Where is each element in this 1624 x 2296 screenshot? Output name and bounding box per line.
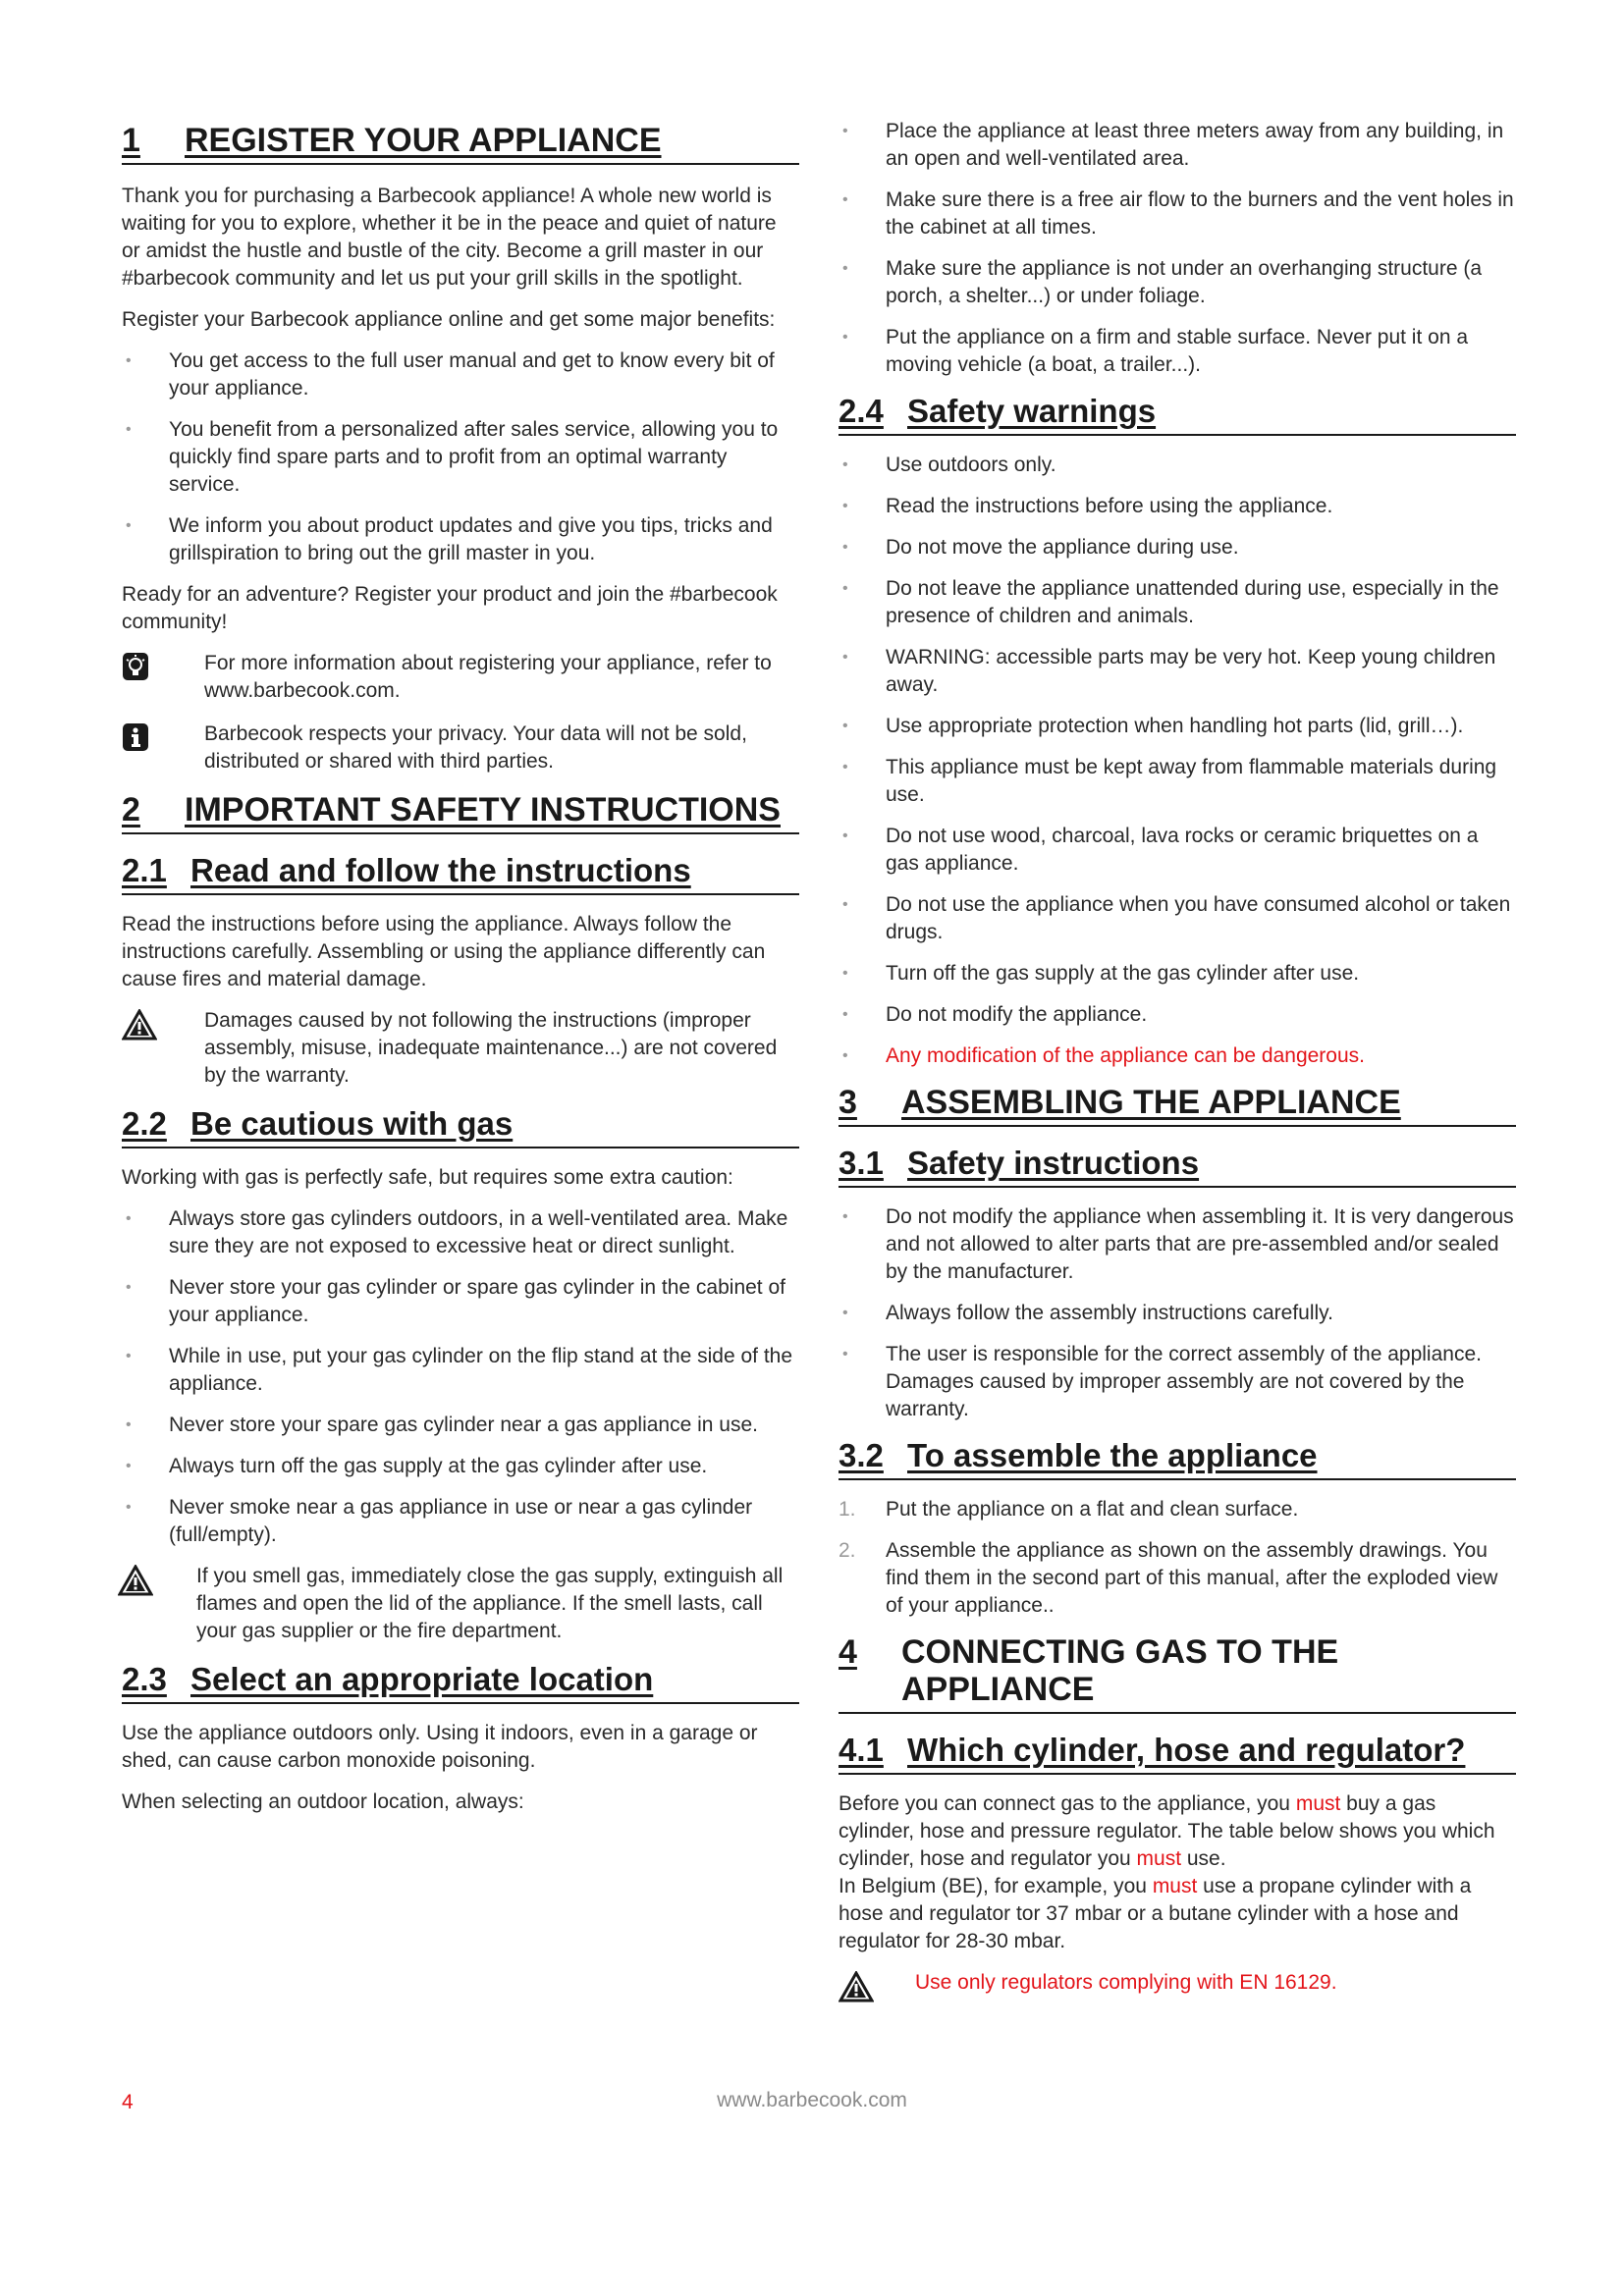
list-item: • Never store your gas cylinder or spare gas cylinder in the cabinet of your appliance. bbox=[122, 1274, 799, 1329]
list-item: • While in use, put your gas cylinder on the flip stand at the side of the appliance. bbox=[122, 1343, 799, 1398]
section-number: 2.3 bbox=[122, 1661, 167, 1697]
list-item: • Put the appliance on a firm and stable surface. Never put it on a moving vehicle (a boat, a trailer...). bbox=[839, 324, 1516, 379]
list-item: • We inform you about product updates and give you tips, tricks and grillspiration to bring out the grill master in you. bbox=[122, 512, 799, 567]
step-text: Assemble the appliance as shown on the assembly drawings. You find them in the second part of this manual, after the exploded view of your appliance.. bbox=[886, 1539, 1498, 1617]
section-title-line: APPLIANCE bbox=[901, 1671, 1095, 1708]
text-run: use a propane cylinder with a hose and regulator tor 37 mbar or a butane cylinder with a hose and regulator for 28-30 mbar. bbox=[839, 1875, 1472, 1952]
section-number: 2 bbox=[122, 791, 140, 828]
warning-icon bbox=[118, 1563, 196, 1601]
warning-note bbox=[122, 1007, 799, 1090]
list-item: • Always turn off the gas supply at the gas cylinder after use. bbox=[122, 1453, 799, 1480]
section-number: 2.4 bbox=[839, 393, 884, 429]
emphasis: must bbox=[1136, 1847, 1182, 1870]
section-4-heading bbox=[839, 1633, 1516, 1714]
list-item: • Do not move the appliance during use. bbox=[839, 534, 1516, 561]
list-item: • Do not use the appliance when you have consumed alcohol or taken drugs. bbox=[839, 891, 1516, 946]
info-icon bbox=[122, 721, 204, 757]
list-item-warning: • Any modification of the appliance can be dangerous. bbox=[839, 1042, 1516, 1070]
text-run: In Belgium (BE), for example, you bbox=[839, 1875, 1153, 1897]
step-item bbox=[839, 1537, 1516, 1620]
list-item: • Do not modify the appliance when assembling it. It is very dangerous and not allowed to alter parts that are pre-assembled and/or sealed by the manufacturer. bbox=[839, 1203, 1516, 1286]
warning-note bbox=[118, 1563, 799, 1645]
section-2-heading bbox=[122, 791, 799, 834]
list-item: • You get access to the full user manual and get to know every bit of your appliance. bbox=[122, 347, 799, 402]
list-item: • Read the instructions before using the appliance. bbox=[839, 493, 1516, 520]
section-3-heading bbox=[839, 1084, 1516, 1127]
location-list bbox=[839, 118, 1516, 379]
safety-warnings-list bbox=[839, 452, 1516, 1070]
warning-icon bbox=[122, 1007, 204, 1045]
section-title: Be cautious with gas bbox=[190, 1105, 514, 1142]
step-text: Put the appliance on a flat and clean surface. bbox=[886, 1498, 1299, 1521]
list-item: • Make sure the appliance is not under an overhanging structure (a porch, a shelter...) or under foliage. bbox=[839, 255, 1516, 310]
warning-text: Damages caused by not following the instructions (improper assembly, misuse, inadequate maintenance...) are not covered by the warranty. bbox=[204, 1009, 778, 1087]
section-number: 4.1 bbox=[839, 1732, 884, 1768]
section-title: REGISTER YOUR APPLIANCE bbox=[185, 122, 662, 159]
paragraph: Working with gas is perfectly safe, but requires some extra caution: bbox=[122, 1166, 733, 1189]
section-number: 3.2 bbox=[839, 1437, 884, 1473]
section-4-1-heading bbox=[839, 1732, 1516, 1775]
section-3-1-heading bbox=[839, 1145, 1516, 1188]
step-item bbox=[839, 1496, 1516, 1523]
tip-note bbox=[122, 650, 799, 705]
section-number: 4 bbox=[839, 1633, 857, 1671]
paragraph: Register your Barbecook appliance online and get some major benefits: bbox=[122, 308, 776, 331]
section-number: 3.1 bbox=[839, 1145, 884, 1181]
page-number: 4 bbox=[122, 2091, 134, 2113]
emphasis: must bbox=[1295, 1792, 1341, 1815]
warning-note bbox=[839, 1969, 1516, 2007]
list-item: • WARNING: accessible parts may be very hot. Keep young children away. bbox=[839, 644, 1516, 699]
list-item: • Do not modify the appliance. bbox=[839, 1001, 1516, 1029]
section-title: Safety instructions bbox=[907, 1145, 1200, 1181]
emphasis: must bbox=[1152, 1875, 1198, 1897]
lightbulb-icon bbox=[122, 650, 204, 686]
section-number: 1 bbox=[122, 122, 140, 159]
paragraph: Use the appliance outdoors only. Using it indoors, even in a garage or shed, can cause carbon monoxide poisoning. bbox=[122, 1722, 758, 1772]
list-item: • Place the appliance at least three meters away from any building, in an open and well-ventilated area. bbox=[839, 118, 1516, 173]
text-run: Before you can connect gas to the appliance, you bbox=[839, 1792, 1296, 1815]
paragraph bbox=[839, 1873, 1516, 1955]
section-number: 2.1 bbox=[122, 852, 167, 888]
benefits-list bbox=[122, 347, 799, 567]
section-title: To assemble the appliance bbox=[907, 1437, 1318, 1473]
section-1-heading bbox=[122, 122, 799, 165]
paragraph bbox=[839, 1790, 1516, 1873]
section-2-2-heading bbox=[122, 1105, 799, 1148]
text-run: use. bbox=[1181, 1847, 1226, 1870]
section-title: Read and follow the instructions bbox=[190, 852, 691, 888]
section-title: IMPORTANT SAFETY INSTRUCTIONS bbox=[185, 791, 781, 828]
list-item: • Use appropriate protection when handling hot parts (lid, grill…). bbox=[839, 713, 1516, 740]
list-item: • Make sure there is a free air flow to the burners and the vent holes in the cabinet at all times. bbox=[839, 187, 1516, 241]
list-item: • Turn off the gas supply at the gas cylinder after use. bbox=[839, 960, 1516, 988]
paragraph: Thank you for purchasing a Barbecook appliance! A whole new world is waiting for you to explore, whether it be in the peace and quiet of nature or amidst the hustle and bustle of the city. Become a grill master in our #barbecook community and let us put your grill skills in the spotlight. bbox=[122, 185, 777, 290]
list-item: • Do not use wood, charcoal, lava rocks or ceramic briquettes on a gas appliance. bbox=[839, 823, 1516, 878]
assembly-steps bbox=[839, 1496, 1516, 1620]
paragraph: When selecting an outdoor location, always: bbox=[122, 1790, 524, 1813]
assembly-safety-list bbox=[839, 1203, 1516, 1423]
step-number: 2. bbox=[839, 1539, 856, 1562]
section-3-2-heading bbox=[839, 1437, 1516, 1480]
step-number: 1. bbox=[839, 1498, 856, 1521]
section-title bbox=[901, 1633, 1338, 1708]
paragraph: Ready for an adventure? Register your product and join the #barbecook community! bbox=[122, 583, 778, 633]
section-2-4-heading bbox=[839, 393, 1516, 436]
warning-text: Use only regulators complying with EN 16129. bbox=[915, 1971, 1337, 1994]
list-item: • The user is responsible for the correct assembly of the appliance. Damages caused by improper assembly are not covered by the warranty. bbox=[839, 1341, 1516, 1423]
warning-text: If you smell gas, immediately close the gas supply, extinguish all flames and open the lid of the appliance. If the smell lasts, call your gas supplier or the fire department. bbox=[196, 1565, 784, 1642]
list-item: • Always store gas cylinders outdoors, in a well-ventilated area. Make sure they are not exposed to excessive heat or direct sunlight. bbox=[122, 1205, 799, 1260]
section-number: 2.2 bbox=[122, 1105, 167, 1142]
footer-url: www.barbecook.com bbox=[717, 2089, 907, 2111]
section-title: Select an appropriate location bbox=[190, 1661, 654, 1697]
right-column bbox=[839, 118, 1516, 2023]
note-text: For more information about registering your appliance, refer to www.barbecook.com. bbox=[204, 652, 772, 702]
section-2-1-heading bbox=[122, 852, 799, 895]
list-item: • Use outdoors only. bbox=[839, 452, 1516, 479]
gas-list bbox=[122, 1205, 799, 1549]
list-item: • Do not leave the appliance unattended during use, especially in the presence of children and animals. bbox=[839, 575, 1516, 630]
section-number: 3 bbox=[839, 1084, 857, 1121]
text-run: buy a gas cylinder, hose and pressure regulator. The table below shows you which cylinder, hose and regulator you bbox=[839, 1792, 1495, 1870]
list-item: • Never smoke near a gas appliance in use or near a gas cylinder (full/empty). bbox=[122, 1494, 799, 1549]
section-2-3-heading bbox=[122, 1661, 799, 1704]
list-item: • You benefit from a personalized after sales service, allowing you to quickly find spare parts and to profit from an optimal warranty service. bbox=[122, 416, 799, 499]
section-title: ASSEMBLING THE APPLIANCE bbox=[901, 1084, 1401, 1121]
list-item: • Always follow the assembly instructions carefully. bbox=[839, 1300, 1516, 1327]
list-item: • Never store your spare gas cylinder near a gas appliance in use. bbox=[122, 1412, 799, 1439]
warning-icon bbox=[839, 1969, 915, 2007]
section-title: Which cylinder, hose and regulator? bbox=[907, 1732, 1466, 1768]
note-text: Barbecook respects your privacy. Your data will not be sold, distributed or shared with third parties. bbox=[204, 722, 747, 773]
section-title-line: CONNECTING GAS TO THE bbox=[901, 1633, 1339, 1671]
list-item: • This appliance must be kept away from flammable materials during use. bbox=[839, 754, 1516, 809]
paragraph: Read the instructions before using the appliance. Always follow the instructions carefully. Assembling or using the appliance differently can cause fires and material damage. bbox=[122, 913, 766, 990]
info-note bbox=[122, 721, 799, 775]
section-title: Safety warnings bbox=[907, 393, 1157, 429]
left-column bbox=[122, 122, 799, 1830]
